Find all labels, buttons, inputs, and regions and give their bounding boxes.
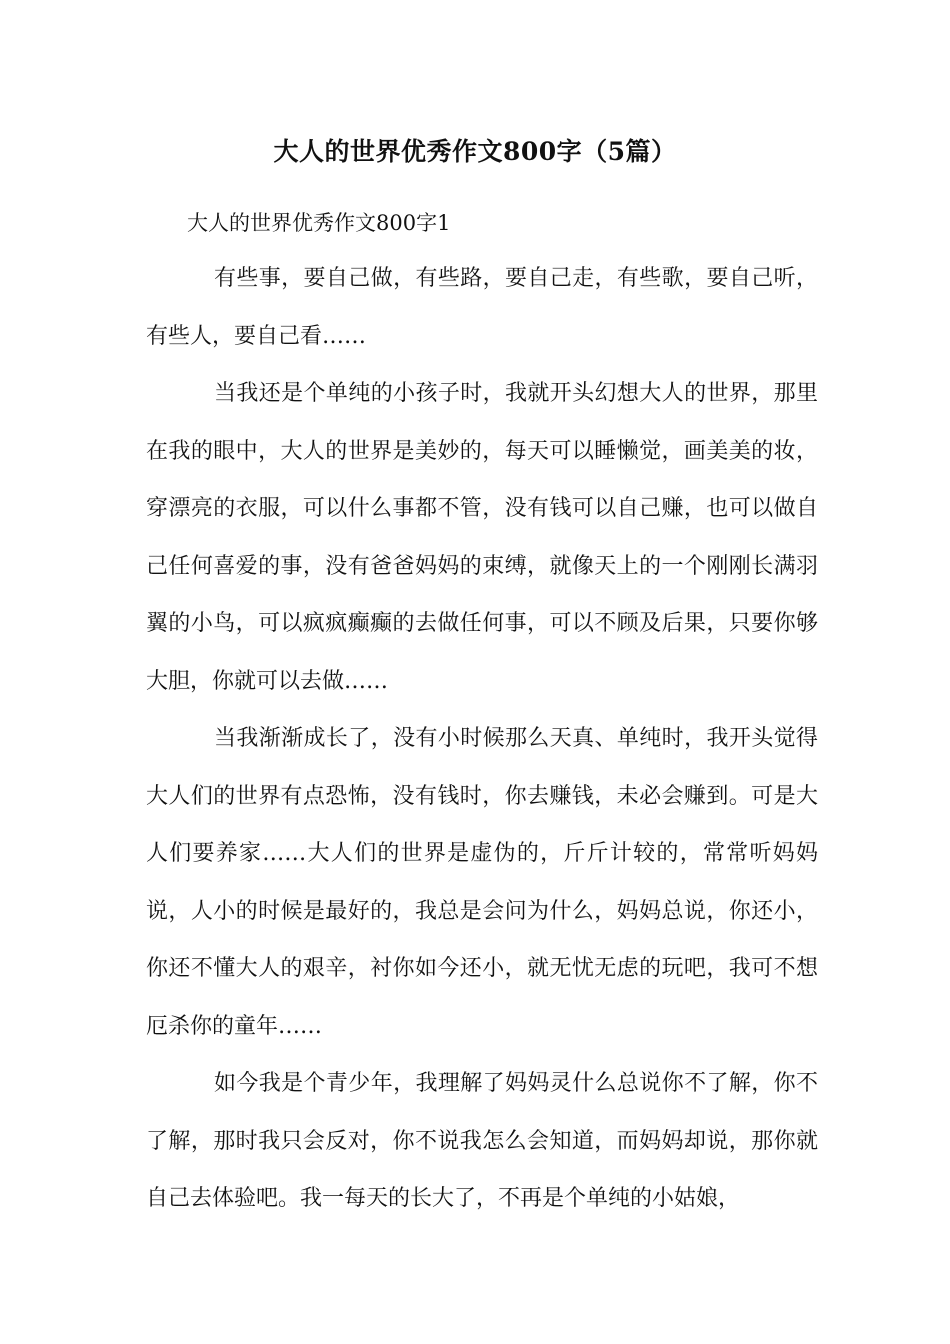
paragraph: 当我还是个单纯的小孩子时，我就开头幻想大人的世界，那里在我的眼中，大人的世界是美妙的，每天可以睡懒觉，画美美的妆，穿漂亮的衣服，可以什么事都不管，没有钱可以自己赚，也可以做自己任何喜爱的事，没有爸爸妈妈的束缚，就像天上的一个刚刚长满羽翼的小鸟，可以疯疯癫癫的去做任何事，可以不顾及后果，只要你够大胆，你就可以去做……	[146, 381, 818, 694]
paragraph: 当我渐渐成长了，没有小时候那么天真、单纯时，我开头觉得大人们的世界有点恐怖，没有钱时，你去赚钱，未必会赚到。可是大人们要养家……大人们的世界是虚伪的，斤斤计较的，常常听妈妈说，人小的时候是最好的，我总是会问为什么，妈妈总说，你还小，你还不懂大人的艰辛，衬你如今还小，就无忧无虑的玩吧，我可不想厄杀你的童年……	[146, 726, 818, 1039]
section-heading: 大人的世界优秀作文800字1	[187, 211, 451, 235]
paragraph: 如今我是个青少年，我理解了妈妈灵什么总说你不了解，你不了解，那时我只会反对，你不说我怎么会知道，而妈妈却说，那你就自己去体验吧。我一每天的长大了，不再是个单纯的小姑娘，	[146, 1071, 818, 1211]
document-title: 大人的世界优秀作文800字（5篇）	[273, 137, 677, 166]
paragraph: 有些事，要自己做，有些路，要自己走，有些歌，要自己听，有些人，要自己看……	[146, 266, 818, 349]
essay-body	[146, 250, 818, 1228]
